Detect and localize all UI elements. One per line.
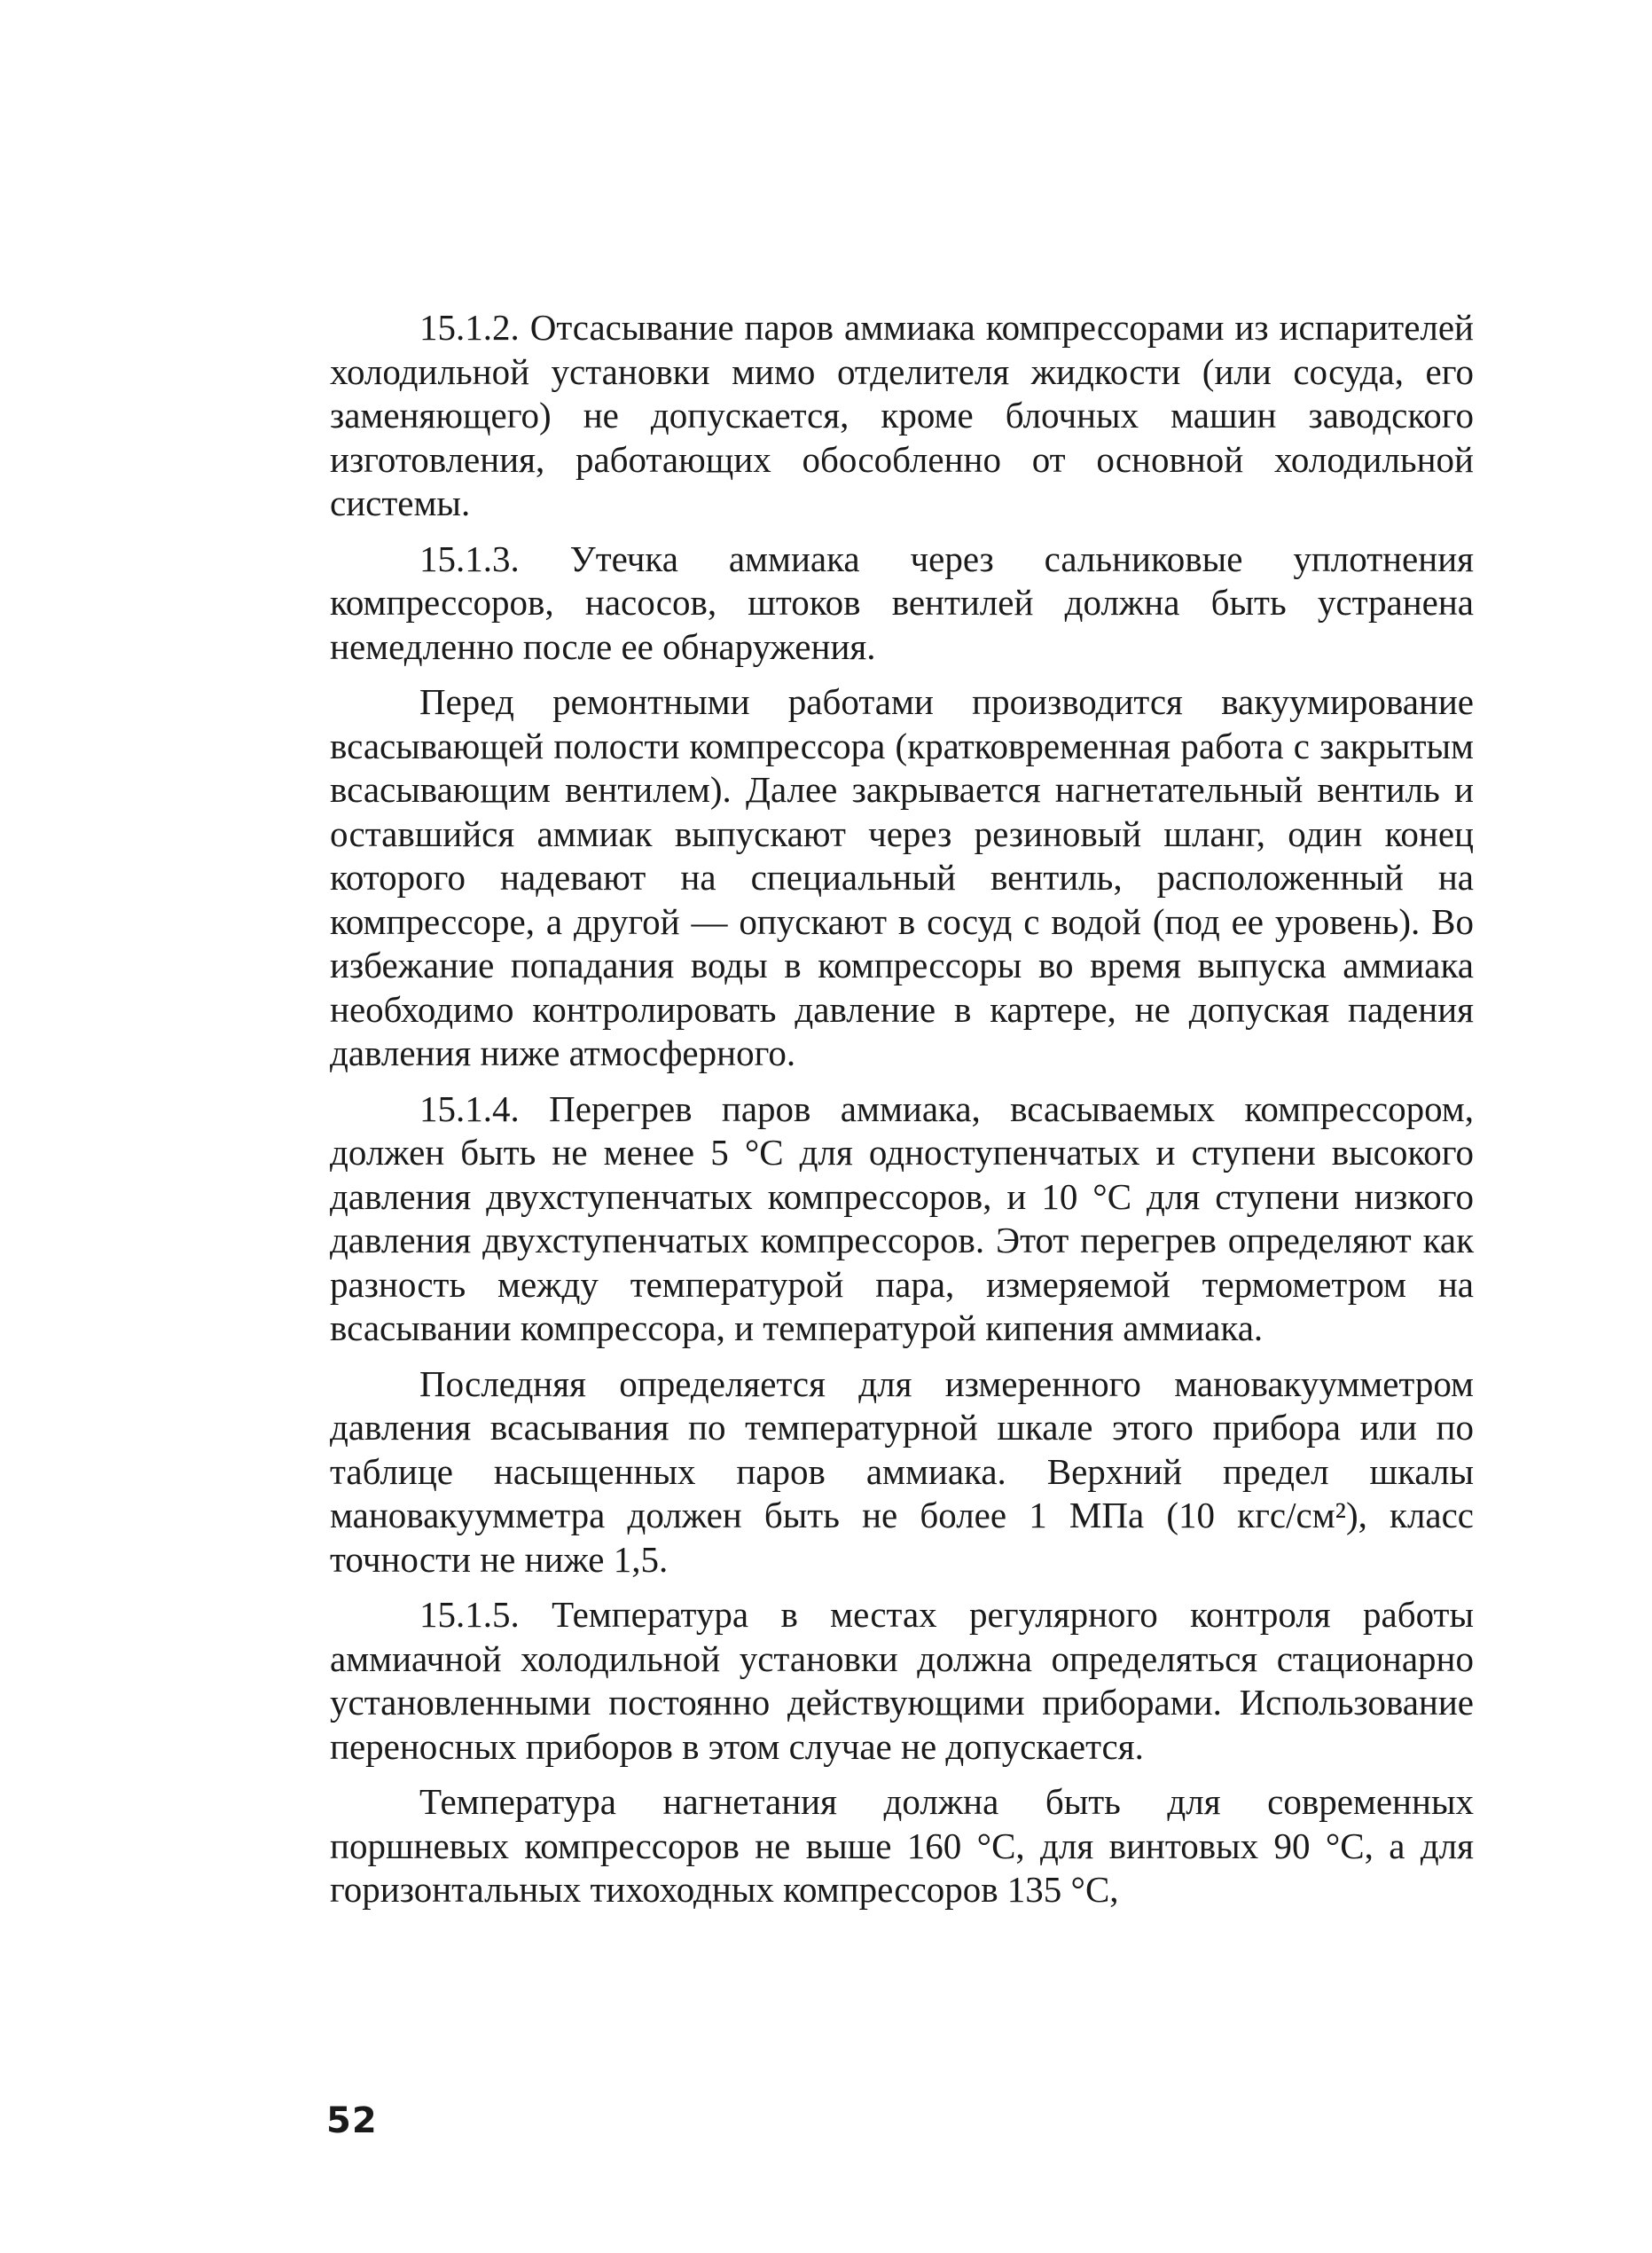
paragraph-repair-works: Перед ремонтными работами производится вакуумирование всасывающей полости компрессора (кратковременная работа с закрытым всасывающим вентилем). Далее закрывается нагнетательный вентиль и оставшийся аммиак выпускают через резиновый шланг, один конец которого надевают на специальный вентиль, расположенный на компрессоре, а другой — опускают в сосуд с водой (под ее уровень). Во избежание попадания воды в компрессоры во время выпуска аммиака необходимо контролировать давление в картере, не допуская падения давления ниже атмосферного. xyxy=(330,681,1474,1073)
page-number: 52 xyxy=(326,2100,378,2141)
paragraph-15-1-5: 15.1.5. Температура в местах регулярного контроля работы аммиачной холодильной установки должна определяться стационарно установленными постоянно действующими приборами. Использование переносных приборов в этом случае не допускается. xyxy=(330,1594,1474,1767)
paragraph-discharge-temperature: Температура нагнетания должна быть для современных поршневых компрессоров не выше 160 °С, для винтовых 90 °С, а для горизонтальных тихоходных компрессоров 135 °С, xyxy=(330,1781,1474,1910)
body-text xyxy=(330,306,1474,1924)
paragraph-15-1-2: 15.1.2. Отсасывание паров аммиака компрессорами из испарителей холодильной установки мимо отделителя жидкости (или сосуда, его заменяющего) не допускается, кроме блочных машин заводского изготовления, работающих обособленно от основной холодильной системы. xyxy=(330,307,1474,523)
paragraph-boiling-temperature: Последняя определяется для измеренного мановакуумметром давления всасывания по температурной шкале этого прибора или по таблице насыщенных паров аммиака. Верхний предел шкалы мановакуумметра должен быть не более 1 МПа (10 кгс/см²), класс точности не ниже 1,5. xyxy=(330,1362,1474,1580)
paragraph-15-1-4: 15.1.4. Перегрев паров аммиака, всасываемых компрессором, должен быть не менее 5 °С для одноступенчатых и ступени высокого давления двухступенчатых компрессоров, и 10 °С для ступени низкого давления двухступенчатых компрессоров. Этот перегрев определяют как разность между температурой пара, измеряемой термометром на всасывании компрессора, и температурой кипения аммиака. xyxy=(330,1087,1474,1348)
paragraph-15-1-3: 15.1.3. Утечка аммиака через сальниковые уплотнения компрессоров, насосов, штоков вентилей должна быть устранена немедленно после ее обнаружения. xyxy=(330,538,1474,667)
